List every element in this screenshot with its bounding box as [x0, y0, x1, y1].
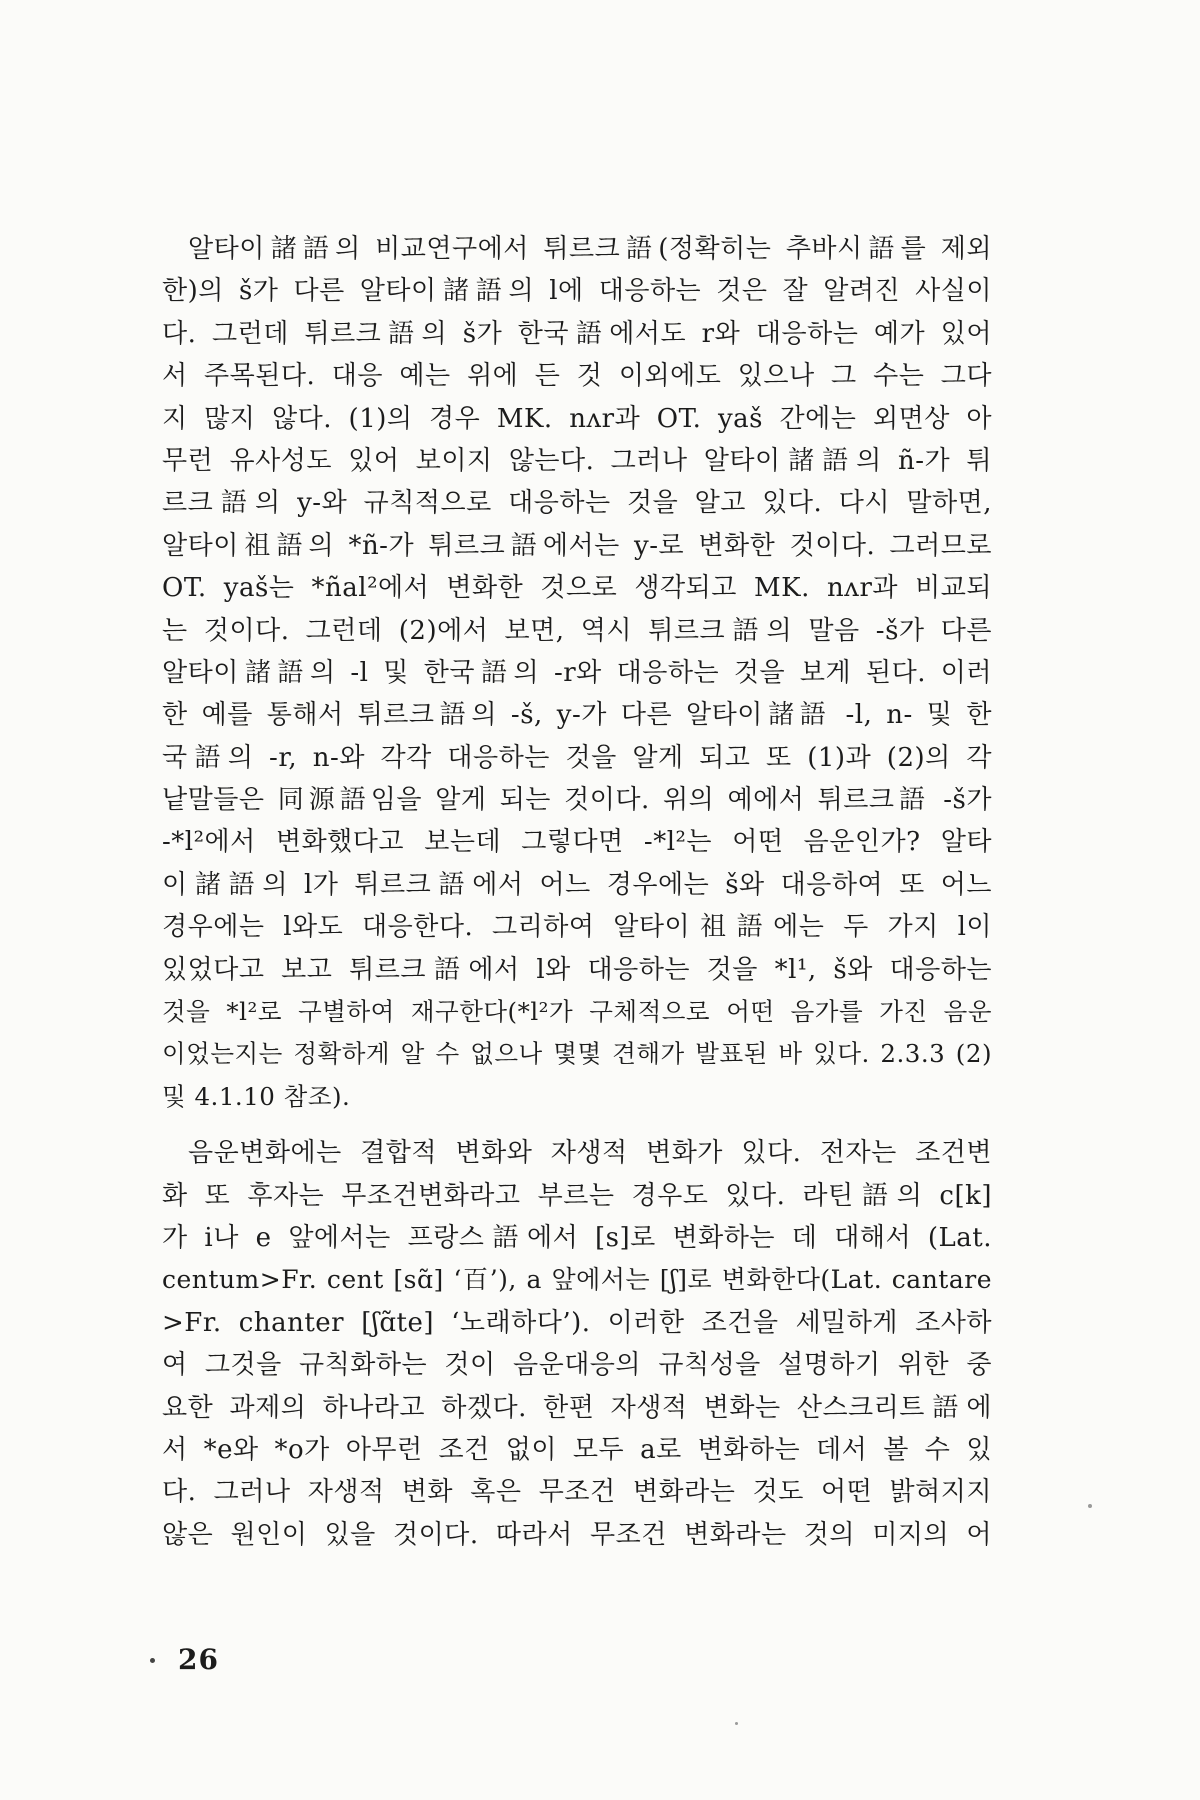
- text-line: 화 또 후자는 무조건변화라고 부르는 경우도 있다. 라틴語의 c[k]: [162, 1180, 992, 1211]
- text-line: centum>Fr. cent [sɑ̃] ‘百’), a 앞에서는 [ʃ]로 변화한다(Lat. cantare: [162, 1265, 992, 1295]
- text-line: 낱말들은 同源語임을 알게 되는 것이다. 위의 예에서 튀르크語 -š가: [162, 785, 992, 816]
- page-number: 26: [178, 1643, 219, 1676]
- text-line: >Fr. chanter [ʃɑ̃te] ‘노래하다’). 이러한 조건을 세밀하게 조사하: [162, 1307, 992, 1338]
- text-line: 이었는지는 정확하게 알 수 없으나 몇몇 견해가 발표된 바 있다. 2.3.3 (2): [162, 1039, 992, 1069]
- text-line: 서 주목된다. 대응 예는 위에 든 것 이외에도 있으나 그 수는 그다: [162, 361, 992, 392]
- text-line: 다. 그런데 튀르크語의 š가 한국語에서도 r와 대응하는 예가 있어: [162, 318, 992, 349]
- text-line: 가 i나 e 앞에서는 프랑스語에서 [s]로 변화하는 데 대해서 (Lat.: [162, 1222, 992, 1253]
- text-line: 알타이諸語의 -l 및 한국語의 -r와 대응하는 것을 보게 된다. 이러: [162, 657, 992, 688]
- text-line: 르크語의 y-와 규칙적으로 대응하는 것을 알고 있다. 다시 말하면,: [162, 488, 992, 519]
- text-line: 것을 *l²로 구별하여 재구한다(*l²가 구체적으로 어떤 음가를 가진 음운: [162, 997, 992, 1027]
- text-line: 이諸語의 l가 튀르크語에서 어느 경우에는 š와 대응하여 또 어느: [162, 869, 992, 900]
- paper-speck: [735, 1722, 738, 1725]
- paragraph-2: [162, 1132, 992, 1556]
- text-line: -*l²에서 변화했다고 보는데 그렇다면 -*l²는 어떤 음운인가? 알타: [162, 827, 992, 858]
- body-text: [162, 228, 992, 1556]
- paper-speck: [1088, 1504, 1092, 1508]
- text-line: 한 예를 통해서 튀르크語의 -š, y-가 다른 알타이諸語 -l, n- 및 한: [162, 700, 992, 731]
- text-line: 알타이祖語의 *ñ-가 튀르크語에서는 y-로 변화한 것이다. 그러므로: [162, 530, 992, 561]
- text-line: OT. yaš는 *ñal²에서 변화한 것으로 생각되고 MK. nʌr과 비교되: [162, 573, 992, 604]
- text-line: 여 그것을 규칙화하는 것이 음운대응의 규칙성을 설명하기 위한 중: [162, 1350, 992, 1381]
- text-line: 경우에는 l와도 대응한다. 그리하여 알타이祖語에는 두 가지 l이: [162, 912, 992, 943]
- text-line: 요한 과제의 하나라고 하겠다. 한편 자생적 변화는 산스크리트語에: [162, 1392, 992, 1423]
- paragraph-1: [162, 228, 992, 1118]
- text-line: 않은 원인이 있을 것이다. 따라서 무조건 변화라는 것의 미지의 어: [162, 1519, 992, 1550]
- text-line: 국語의 -r, n-와 각각 대응하는 것을 알게 되고 또 (1)과 (2)의 각: [162, 742, 992, 773]
- text-line: 및 4.1.10 참조).: [162, 1081, 351, 1111]
- text-line: 다. 그러나 자생적 변화 혹은 무조건 변화라는 것도 어떤 밝혀지지: [162, 1477, 992, 1508]
- text-line: 한)의 š가 다른 알타이諸語의 l에 대응하는 것은 잘 알려진 사실이: [162, 276, 992, 307]
- text-line: 지 많지 않다. (1)의 경우 MK. nʌr과 OT. yaš 간에는 외면상 아: [162, 403, 992, 434]
- text-line: 음운변화에는 결합적 변화와 자생적 변화가 있다. 전자는 조건변: [188, 1138, 992, 1169]
- text-line: 있었다고 보고 튀르크語에서 l와 대응하는 것을 *l¹, š와 대응하는: [162, 954, 992, 985]
- text-line: 는 것이다. 그런데 (2)에서 보면, 역시 튀르크語의 말음 -š가 다른: [162, 615, 992, 646]
- margin-mark: [150, 1658, 155, 1663]
- text-line: 알타이諸語의 비교연구에서 튀르크語(정확히는 추바시語를 제외: [188, 234, 992, 264]
- text-line: 서 *e와 *o가 아무런 조건 없이 모두 a로 변화하는 데서 볼 수 있: [162, 1434, 992, 1465]
- text-line: 무런 유사성도 있어 보이지 않는다. 그러나 알타이諸語의 ñ-가 튀: [162, 445, 992, 476]
